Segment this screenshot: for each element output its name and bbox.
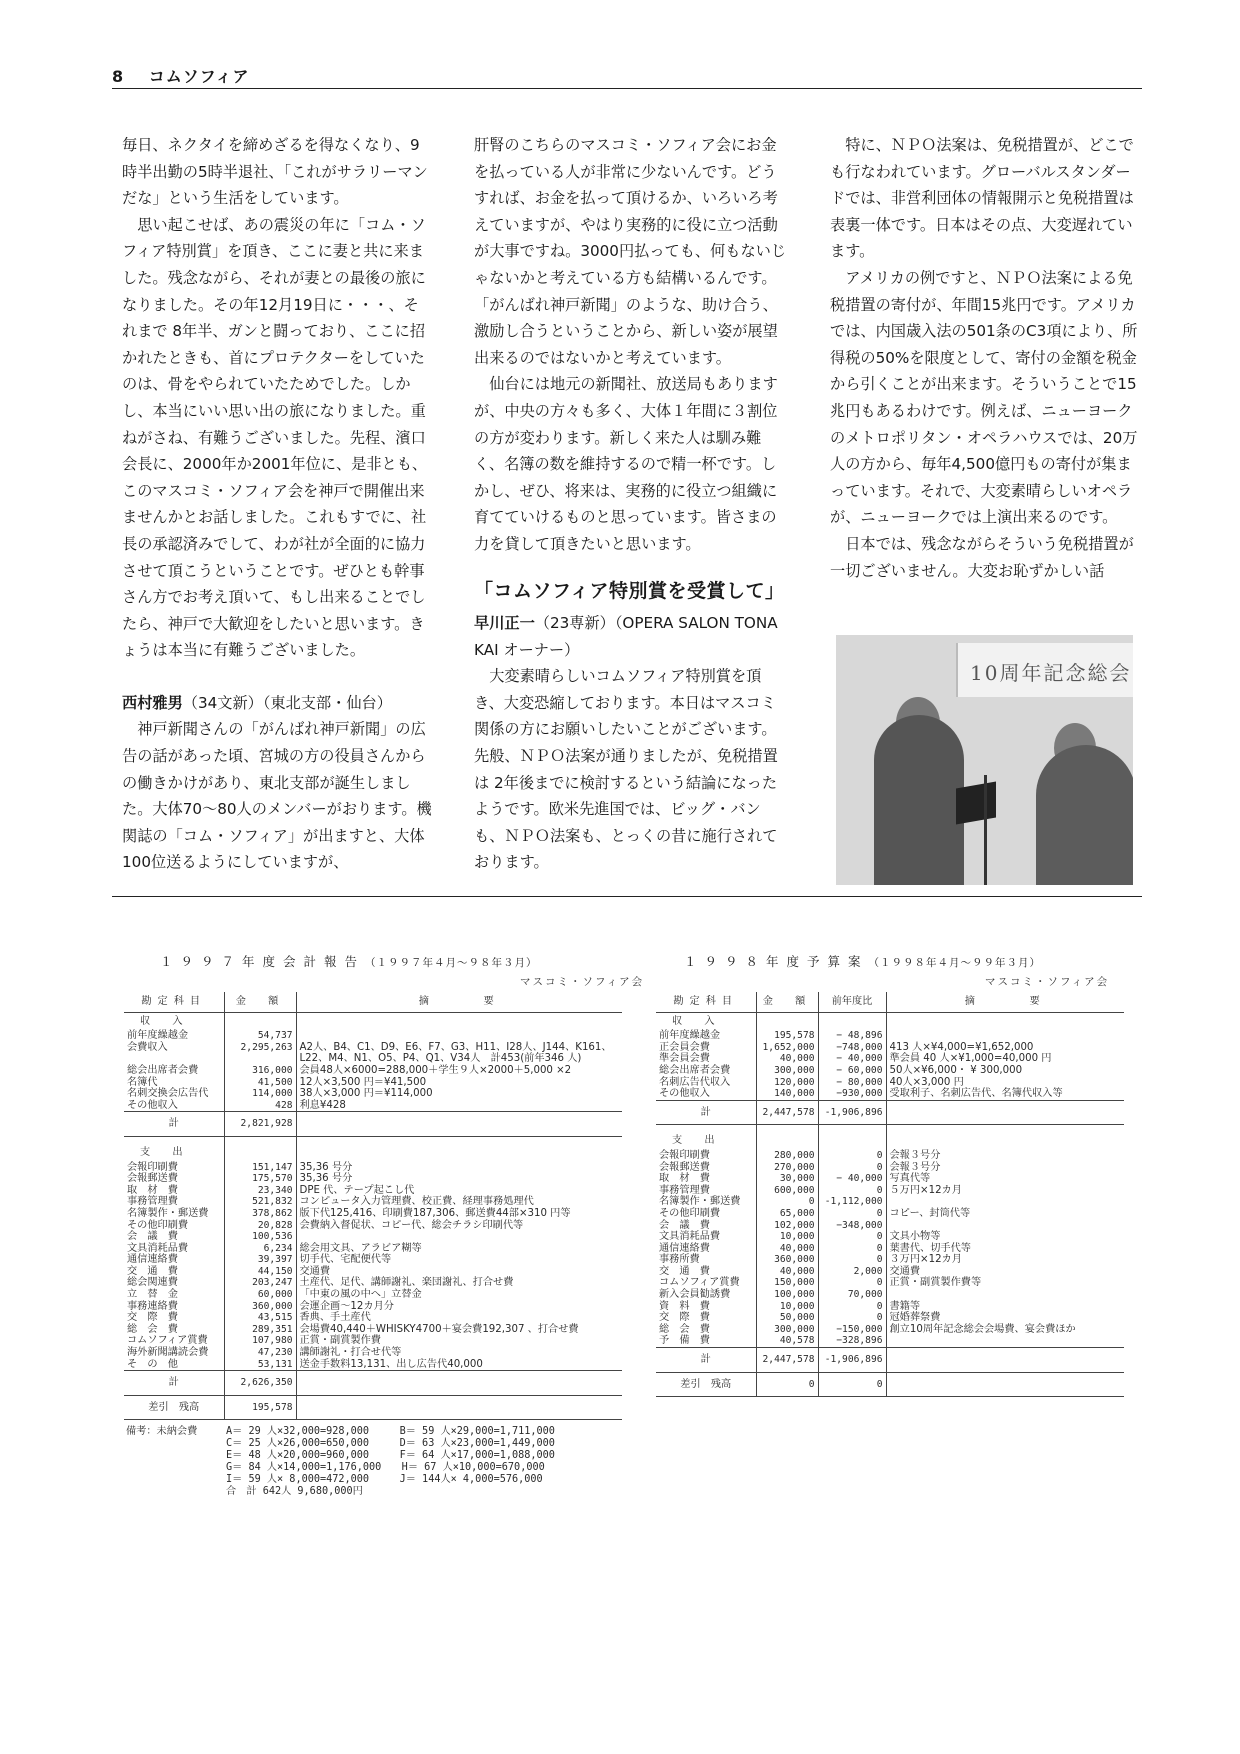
row-diff: 0 (818, 1231, 886, 1243)
speaker-name: 早川正一 (474, 614, 535, 633)
row-item: 総会関連費 (127, 1277, 178, 1289)
article-column-1 (122, 132, 432, 876)
page-number: 8 (112, 67, 125, 86)
microphone-stand (984, 775, 987, 885)
table-row (124, 1359, 622, 1371)
row-amount: 6,234 (224, 1243, 296, 1255)
section-rule (112, 896, 1142, 897)
row-diff: −348,000 (818, 1220, 886, 1232)
table-row (656, 1065, 1124, 1077)
speaker-info: （34文新）（東北支部・仙台） (182, 693, 392, 712)
row-item: 通信連絡費 (659, 1242, 710, 1254)
row-note: 35,36 号分 (296, 1162, 622, 1174)
row-item: 正会員会費 (659, 1041, 710, 1053)
table-row (656, 1243, 1124, 1255)
total-label: 計 (124, 1112, 224, 1137)
row-note: 講師謝礼・打合せ代等 (296, 1347, 622, 1359)
table-row (124, 1042, 622, 1054)
row-note (886, 1196, 1124, 1208)
row-note: 38人×3,000 円＝¥114,000 (296, 1088, 622, 1100)
balance-amount: 0 (756, 1372, 818, 1397)
row-note: 文具小物等 (886, 1231, 1124, 1243)
report-1997-table-wrap (124, 992, 622, 1516)
row-item: 海外新聞講読会費 (127, 1347, 209, 1359)
table-row (656, 1150, 1124, 1162)
row-item: 取 材 費 (659, 1173, 710, 1185)
row-diff: − 48,896 (818, 1030, 886, 1042)
note-line: E＝ 48 人×20,000=960,000 F＝ 64 人×17,000=1,088,000 (226, 1450, 555, 1462)
row-diff: 70,000 (818, 1289, 886, 1301)
table-row (124, 1185, 622, 1197)
row-item: 名簿製作・郵送費 (659, 1196, 741, 1208)
table-row (656, 1185, 1124, 1197)
row-item: 総会出席者会費 (659, 1064, 731, 1076)
row-note: ５万円×12カ月 (886, 1185, 1124, 1197)
row-amount: 195,578 (756, 1030, 818, 1042)
table-row (656, 1088, 1124, 1100)
total-amount: 2,447,578 (756, 1100, 818, 1125)
row-note: 送金手数料13,131、出し広告代40,000 (296, 1359, 622, 1371)
row-item: 名簿製作・郵送費 (127, 1207, 209, 1219)
row-diff: 0 (818, 1312, 886, 1324)
row-amount: 60,000 (224, 1289, 296, 1301)
row-note: 50人×¥6,000・ ¥ 300,000 (886, 1065, 1124, 1077)
row-item: 交 通 費 (659, 1265, 710, 1277)
row-note (886, 1030, 1124, 1042)
row-amount: 428 (224, 1100, 296, 1112)
row-item: 会費収入 (127, 1041, 168, 1053)
row-amount: 378,862 (224, 1208, 296, 1220)
row-note (886, 1220, 1124, 1232)
row-note: DPE 代、テープ起こし代 (296, 1185, 622, 1197)
paragraph: 神戸新聞さんの「がんばれ神戸新聞」の広告の話があった頃、宮城の方の役員さんからの働きかけがあり、東北支部が誕生しました。大体70〜80人のメンバーがおります。機関誌の「コム・ソフィア」が出ますと、大体100位送るようにしていますが、 (122, 720, 432, 872)
total-diff: -1,906,896 (818, 1100, 886, 1125)
budget-1998-table-wrap (656, 992, 1124, 1397)
row-item: 立 替 金 (127, 1289, 178, 1301)
page-header (112, 64, 249, 87)
header-rule (112, 88, 1142, 89)
row-item: 前年度繰越金 (127, 1030, 189, 1042)
row-amount: 40,578 (756, 1335, 818, 1347)
balance-amount: 195,578 (224, 1395, 296, 1420)
row-note: 会場費40,440＋WHISKY4700＋宴会費192,307 、打合せ費 (296, 1324, 622, 1336)
row-note: 総会用文具、アラビア糊等 (296, 1243, 622, 1255)
paragraph: 毎日、ネクタイを締めざるを得なくなり、9時半出勤の5時半退社、「これがサラリーマンだな」という生活をしています。 (122, 136, 428, 208)
paragraph: 日本では、残念ながらそういう免税措置が一切ございません。大変お恥ずかしい話 (830, 534, 1134, 580)
table-row (124, 1243, 622, 1255)
row-item: 交 通 費 (127, 1265, 178, 1277)
total-amount: 2,626,350 (224, 1371, 296, 1396)
balance-diff: 0 (818, 1372, 886, 1397)
row-diff: 0 (818, 1254, 886, 1266)
row-note: 35,36 号分 (296, 1173, 622, 1185)
table-row (124, 1030, 622, 1042)
row-amount: 120,000 (756, 1077, 818, 1089)
row-amount: 102,000 (756, 1220, 818, 1232)
article-column-2 (474, 132, 789, 876)
row-note: 12人×3,500 円＝¥41,500 (296, 1077, 622, 1089)
row-note: 会報３号分 (886, 1150, 1124, 1162)
row-amount: 107,980 (224, 1335, 296, 1347)
table-row (124, 1301, 622, 1313)
row-amount: 600,000 (756, 1185, 818, 1197)
row-item: 会 議 費 (659, 1219, 710, 1231)
row-amount: 140,000 (756, 1088, 818, 1100)
row-item: 名簿代 (127, 1076, 158, 1088)
table-row (124, 1100, 622, 1112)
person-left-body (874, 715, 964, 885)
row-note: 葉書代、切手代等 (886, 1243, 1124, 1255)
row-note: コンピュータ入力管理費、校正費、経理事務処理代 (296, 1196, 622, 1208)
table-row (124, 1231, 622, 1243)
row-note: 40人×3,000 円 (886, 1077, 1124, 1089)
table-row (656, 1042, 1124, 1054)
row-amount: 30,000 (756, 1173, 818, 1185)
table-row (124, 1220, 622, 1232)
col-header: 摘 要 (886, 992, 1124, 1012)
row-item: その他印刷費 (659, 1207, 721, 1219)
row-amount (224, 1053, 296, 1065)
section-title: 「コムソフィア特別賞を受賞して」 (474, 579, 785, 602)
row-item: 交 際 費 (127, 1312, 178, 1324)
table-row (124, 1208, 622, 1220)
table-row (656, 1208, 1124, 1220)
table-row (124, 1312, 622, 1324)
row-item: 会 議 費 (127, 1231, 178, 1243)
table-row (656, 1053, 1124, 1065)
row-note: 「中東の風の中へ」立替金 (296, 1289, 622, 1301)
note-line: C＝ 25 人×26,000=650,000 D＝ 63 人×23,000=1,449,000 (226, 1438, 555, 1450)
total-diff: -1,906,896 (818, 1348, 886, 1373)
photo-banner: 10周年記念総会 (956, 643, 1133, 697)
paragraph: アメリカの例ですと、ＮＰＯ法案による免税措置の寄付が、年間15兆円です。アメリカでは、内国歳入法の501条のC3項により、所得税の50%を限度として、寄付の金額を税金から引くことが出来ます。そういうことで15兆円もあるわけです。例えば、ニューヨークのメトロポリタン・オペラハウスでは、20万人の方から、毎年4,500億円もの寄付が集まっています。それで、大変素晴らしいオペラが、ニューヨークでは上演出来るのです。 (830, 268, 1138, 527)
row-amount: 521,832 (224, 1196, 296, 1208)
row-note: 切手代、宅配便代等 (296, 1254, 622, 1266)
col-header: 前年度比 (818, 992, 886, 1012)
budget-1998-org: マスコミ・ソフィア会 (985, 976, 1110, 988)
row-note: 会報３号分 (886, 1162, 1124, 1174)
row-diff: 0 (818, 1243, 886, 1255)
section-label: 支 出 (672, 1135, 721, 1147)
table-row (656, 1324, 1124, 1336)
table-row (656, 1277, 1124, 1289)
row-item (124, 1053, 224, 1065)
row-item: 総 会 費 (659, 1323, 710, 1335)
table-row (656, 1030, 1124, 1042)
table-row (124, 1277, 622, 1289)
table-row (656, 1335, 1124, 1347)
row-diff: −748,000 (818, 1042, 886, 1054)
table-row (124, 1335, 622, 1347)
table-row (656, 1231, 1124, 1243)
row-note (886, 1289, 1124, 1301)
row-item: 総 会 費 (127, 1323, 178, 1335)
row-diff: − 80,000 (818, 1077, 886, 1089)
row-item: 名刺交換会広告代 (127, 1088, 209, 1100)
row-amount: 0 (756, 1196, 818, 1208)
row-note: 土産代、足代、講師謝礼、楽団謝礼、打合せ費 (296, 1277, 622, 1289)
row-item: 前年度繰越金 (659, 1030, 721, 1042)
row-amount: 300,000 (756, 1324, 818, 1336)
table-row (656, 1077, 1124, 1089)
table-row (656, 1173, 1124, 1185)
row-amount: 100,000 (756, 1289, 818, 1301)
notes-list (226, 1426, 555, 1498)
row-amount: 10,000 (756, 1301, 818, 1313)
row-note: 413 人×¥4,000=¥1,652,000 (886, 1042, 1124, 1054)
row-note: 創立10周年記念総会会場費、宴会費ほか (886, 1324, 1124, 1336)
row-amount: 53,131 (224, 1359, 296, 1371)
row-item: 総会出席者会費 (127, 1064, 199, 1076)
table-row (124, 1289, 622, 1301)
row-amount: 43,515 (224, 1312, 296, 1324)
row-note: 交通費 (296, 1266, 622, 1278)
paragraph: 特に、ＮＰＯ法案は、免税措置が、どこでも行なわれています。グローバルスタンダードでは、非営利団体の情報開示と免税措置は表裏一体です。日本はその点、大変遅れています。 (830, 136, 1134, 261)
row-item: 文具消耗品費 (659, 1231, 721, 1243)
speaker-info: （23専新）（OPERA SALON TONA KAI オーナー） (474, 614, 778, 659)
publication-title: コムソフィア (148, 67, 250, 86)
row-note (886, 1335, 1124, 1347)
table-row (656, 1162, 1124, 1174)
notes-label: 備考：未納会費 (126, 1426, 198, 1438)
row-diff: 0 (818, 1150, 886, 1162)
total-label: 計 (656, 1100, 756, 1125)
row-diff: 0 (818, 1208, 886, 1220)
row-amount: 47,230 (224, 1347, 296, 1359)
row-note: 会運企画〜12カ月分 (296, 1301, 622, 1313)
row-item: 新入会員勧誘費 (659, 1289, 731, 1301)
row-amount: 289,351 (224, 1324, 296, 1336)
row-amount: 50,000 (756, 1312, 818, 1324)
row-item: 会報郵送費 (127, 1173, 178, 1185)
section-label: 支 出 (140, 1146, 189, 1158)
table-row (124, 1065, 622, 1077)
table-row (124, 1088, 622, 1100)
row-item: 事務連絡費 (127, 1300, 178, 1312)
row-amount: 100,536 (224, 1231, 296, 1243)
row-note: 準会員 40 人×¥1,000=40,000 円 (886, 1053, 1124, 1065)
row-item: その他印刷費 (127, 1219, 189, 1231)
table-row (124, 1196, 622, 1208)
row-note: 香典、手土産代 (296, 1312, 622, 1324)
table-row (656, 1220, 1124, 1232)
row-note: 利息¥428 (296, 1100, 622, 1112)
row-amount: 40,000 (756, 1266, 818, 1278)
row-note: A2人、B4、C1、D9、E6、F7、G3、H11、I28人、J144、K161、 (296, 1042, 622, 1054)
report-1997-title: １９９７年度会計報告（１９９７年４月〜９８年３月） (160, 954, 538, 969)
row-diff: 2,000 (818, 1266, 886, 1278)
row-amount: 2,295,263 (224, 1042, 296, 1054)
budget-1998-table (656, 992, 1124, 1397)
row-amount: 54,737 (224, 1030, 296, 1042)
col-header: 勘定科目 (673, 996, 739, 1007)
table-row (124, 1077, 622, 1089)
table-row (124, 1324, 622, 1336)
table-row (656, 1312, 1124, 1324)
row-amount: 65,000 (756, 1208, 818, 1220)
row-item: その他収入 (127, 1099, 178, 1111)
row-note: 正賞・副賞製作費等 (886, 1277, 1124, 1289)
row-note: 会員48人×6000=288,000＋学生９人×2000＋5,000 ×2 (296, 1065, 622, 1077)
row-amount: 151,147 (224, 1162, 296, 1174)
total-amount: 2,821,928 (224, 1112, 296, 1137)
row-amount: 360,000 (224, 1301, 296, 1313)
note-line: G＝ 84 人×14,000=1,176,000 H＝ 67 人×10,000=670,000 (226, 1462, 545, 1474)
row-note (296, 1231, 622, 1243)
col-header: 勘定科目 (141, 996, 207, 1007)
report-1997-table (124, 992, 622, 1420)
row-item: 会報印刷費 (127, 1161, 178, 1173)
paragraph: 思い起こせば、あの震災の年に「コム・ソフィア特別賞」を頂き、ここに妻と共に来ました。残念ながら、それが妻との最後の旅になりました。その年12月19日に・・・、それまで 8年半、ガンと闘っており、ここに招かれたときも、首にプロテクターをしていたのは、骨をやられていたためでした。しかし、本当にいい思い出の旅になりました。重ねがさね、有難うございました。先程、濱口会長に、2000年か2001年位に、是非とも、このマスコミ・ソフィア会を神戸で開催出来ませんかとお話しました。これもすでに、社長の承認済みでして、わが社が全面的に協力させて頂こうということです。ぜひとも幹事さん方でお考え頂いて、もし出来ることでしたら、神戸で大歓迎をしたいと思います。きょうは本当に有難うございました。 (122, 215, 428, 660)
row-item: 事務所費 (659, 1254, 700, 1266)
balance-label: 差引 残高 (656, 1372, 756, 1397)
row-amount: 175,570 (224, 1173, 296, 1185)
table-row (656, 1196, 1124, 1208)
table-row (124, 1254, 622, 1266)
row-amount: 40,000 (756, 1243, 818, 1255)
row-note: 正賞・副賞製作費 (296, 1335, 622, 1347)
row-amount: 40,000 (756, 1053, 818, 1065)
row-item: コムソフィア賞費 (659, 1277, 740, 1289)
row-diff: 0 (818, 1162, 886, 1174)
row-item: 予 備 費 (659, 1335, 710, 1347)
row-note: 版下代125,416、印刷費187,306、郵送費44部×310 円等 (296, 1208, 622, 1220)
person-right-body (1036, 745, 1133, 885)
col-header: 金 額 (756, 992, 818, 1012)
row-diff: −328,896 (818, 1335, 886, 1347)
col-header: 金 額 (224, 992, 296, 1012)
row-amount: 44,150 (224, 1266, 296, 1278)
col-header: 摘 要 (296, 992, 622, 1012)
podium (956, 781, 996, 824)
row-amount: 114,000 (224, 1088, 296, 1100)
paragraph: 仙台には地元の新聞社、放送局もありますが、中央の方々も多く、大体１年間に３割位の方が変わります。新しく来た人は馴み難く、名簿の数を維持するので精一杯です。しかし、ぜひ、将来は、実務的に役立つ組織に育てていけるものと思っています。皆さまの力を貸して頂きたいと思います。 (474, 375, 778, 553)
row-diff: 0 (818, 1277, 886, 1289)
paragraph: 肝腎のこちらのマスコミ・ソフィア会にお金を払っている人が非常に少ないんです。どうすれば、お金を払って頂けるか、いろいろ考えていますが、やはり実務的に役に立つ活動が大事ですね。3000円払っても、何もないじゃないかと考えている方も結構いるんです。「がんばれ神戸新聞」のような、助け合う、激励し合うということから、新しい姿が展望出来るのではないかと考えています。 (474, 136, 787, 367)
row-note: 会費納入督促状、コピー代、総会チラシ印刷代等 (296, 1220, 622, 1232)
table-row (124, 1266, 622, 1278)
row-item: そ の 他 (127, 1358, 178, 1370)
row-note: ３万円×12カ月 (886, 1254, 1124, 1266)
row-item: 資 料 費 (659, 1300, 710, 1312)
row-item: 事務管理費 (659, 1184, 710, 1196)
row-item: 通信連絡費 (127, 1254, 178, 1266)
row-item: 会報印刷費 (659, 1149, 710, 1161)
section-label: 収 入 (140, 1015, 189, 1027)
row-item: 文具消耗品費 (127, 1242, 189, 1254)
table-row (656, 1301, 1124, 1313)
row-note: L22、M4、N1、O5、P4、Q1、V34人 計453(前年346 人) (296, 1053, 622, 1065)
total-amount: 2,447,578 (756, 1348, 818, 1373)
row-amount: 10,000 (756, 1231, 818, 1243)
row-diff: -1,112,000 (818, 1196, 886, 1208)
event-photo (836, 635, 1133, 885)
row-item: 取 材 費 (127, 1184, 178, 1196)
row-item: コムソフィア賞費 (127, 1335, 208, 1347)
speaker-line (122, 690, 432, 717)
row-amount: 20,828 (224, 1220, 296, 1232)
total-label: 計 (656, 1348, 756, 1373)
report-1997-org: マスコミ・ソフィア会 (520, 976, 645, 988)
row-note: コピー、封筒代等 (886, 1208, 1124, 1220)
row-amount: 203,247 (224, 1277, 296, 1289)
row-item: 名刺広告代収入 (659, 1076, 731, 1088)
row-amount: 39,397 (224, 1254, 296, 1266)
row-diff: − 60,000 (818, 1065, 886, 1077)
row-amount: 300,000 (756, 1065, 818, 1077)
note-line: A＝ 29 人×32,000=928,000 B＝ 59 人×29,000=1,711,000 (226, 1426, 555, 1438)
row-note (296, 1030, 622, 1042)
row-diff: − 40,000 (818, 1173, 886, 1185)
row-diff: 0 (818, 1301, 886, 1313)
row-diff: − 40,000 (818, 1053, 886, 1065)
paragraph: 大変素晴らしいコムソフィア特別賞を頂き、大変恐縮しております。本日はマスコミ関係の方にお願いしたいことがございます。先般、ＮＰＯ法案が通りましたが、免税措置は 2年後までに検討するという結論になったようです。欧米先進国では、ビッグ・バンも、ＮＰＯ法案も、とっくの昔に施行されております。 (474, 667, 778, 872)
speaker-line (474, 610, 789, 663)
note-line: I＝ 59 人× 8,000=472,000 J＝ 144人× 4,000=576,000 (226, 1474, 543, 1486)
balance-label: 差引 残高 (124, 1395, 224, 1420)
section-label: 収 入 (672, 1015, 721, 1027)
row-amount: 280,000 (756, 1150, 818, 1162)
row-amount: 41,500 (224, 1077, 296, 1089)
row-amount: 150,000 (756, 1277, 818, 1289)
table-row (124, 1347, 622, 1359)
row-note: 受取利子、名刺広告代、名簿代収入等 (886, 1088, 1124, 1100)
table-row (124, 1053, 622, 1065)
note-line: 合 計 642人 9,680,000円 (226, 1486, 363, 1498)
article-column-3 (830, 132, 1138, 584)
row-item: 事務管理費 (127, 1196, 178, 1208)
row-amount: 316,000 (224, 1065, 296, 1077)
row-amount: 270,000 (756, 1162, 818, 1174)
budget-1998-title: １９９８年度予算案（１９９８年４月〜９９年３月） (684, 954, 1042, 969)
row-item: 会報郵送費 (659, 1161, 710, 1173)
row-diff: −930,000 (818, 1088, 886, 1100)
row-item: その他収入 (659, 1088, 710, 1100)
row-diff: 0 (818, 1185, 886, 1197)
row-amount: 23,340 (224, 1185, 296, 1197)
total-label: 計 (124, 1371, 224, 1396)
speaker-name: 西村雅男 (122, 693, 183, 712)
row-item: 交 際 費 (659, 1312, 710, 1324)
row-amount: 360,000 (756, 1254, 818, 1266)
row-note: 交通費 (886, 1266, 1124, 1278)
row-item: 準会員会費 (659, 1053, 710, 1065)
table-row (656, 1254, 1124, 1266)
row-note: 冠婚葬祭費 (886, 1312, 1124, 1324)
table-row (656, 1266, 1124, 1278)
table-row (124, 1173, 622, 1185)
table-row (124, 1162, 622, 1174)
row-note: 写真代等 (886, 1173, 1124, 1185)
row-amount: 1,652,000 (756, 1042, 818, 1054)
row-diff: −150,000 (818, 1324, 886, 1336)
row-note: 書籍等 (886, 1301, 1124, 1313)
table-row (656, 1289, 1124, 1301)
